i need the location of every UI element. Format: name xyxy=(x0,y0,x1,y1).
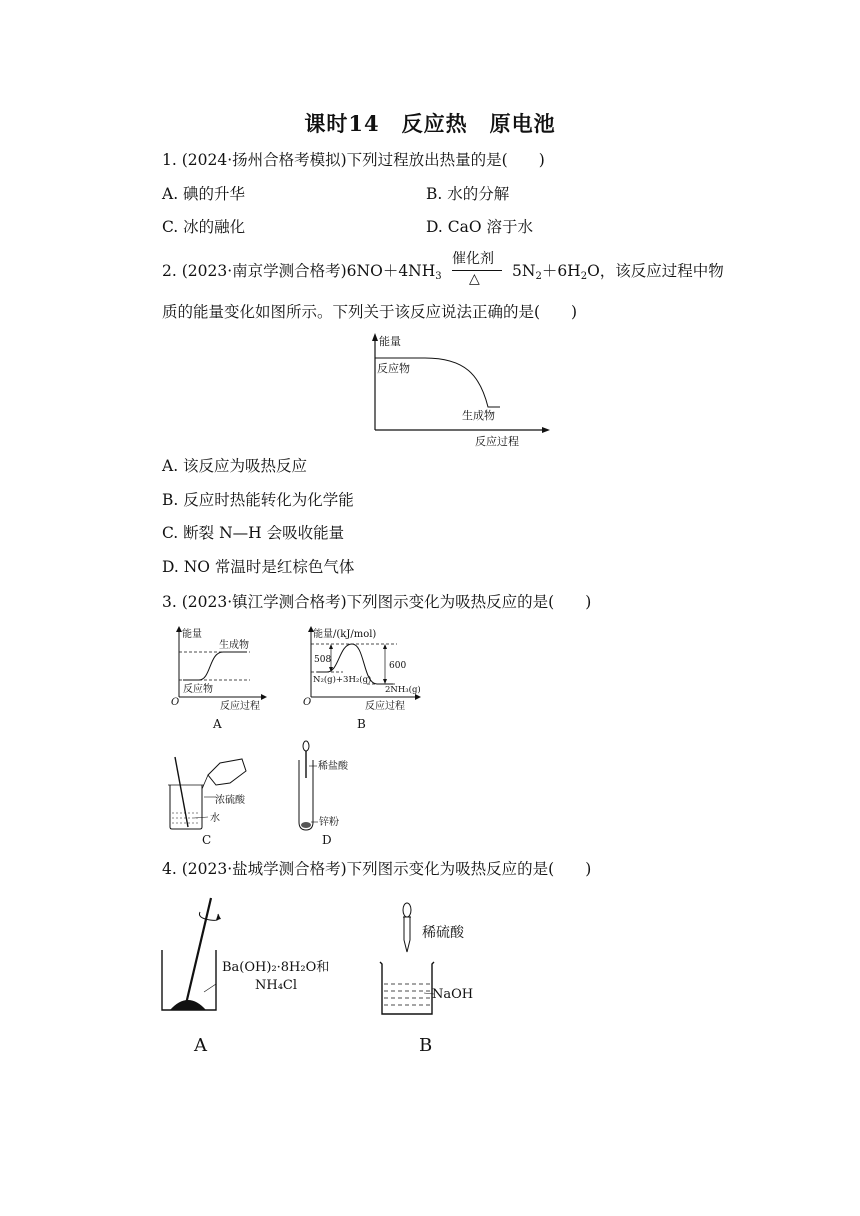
svg-text:Ba(OH)₂·8H₂O和: Ba(OH)₂·8H₂O和 xyxy=(222,960,330,975)
svg-text:C: C xyxy=(202,833,212,847)
svg-text:A: A xyxy=(213,717,222,731)
q2-fig-product-label: 生成物 xyxy=(462,409,495,422)
svg-text:水: 水 xyxy=(210,813,220,824)
q4-figure-b xyxy=(372,898,502,1058)
svg-text:NH₄Cl: NH₄Cl xyxy=(255,978,298,993)
q3-stem: 3. (2023·镇江学测合格考)下列图示变化为吸热反应的是( ) xyxy=(162,593,592,611)
svg-text:反应过程: 反应过程 xyxy=(220,701,260,712)
svg-text:生成物: 生成物 xyxy=(219,640,249,651)
q2-catalyst-label: 催化剂 xyxy=(452,251,494,267)
svg-text:稀盐酸: 稀盐酸 xyxy=(318,761,348,772)
svg-text:能量/(kJ/mol): 能量/(kJ/mol) xyxy=(313,629,377,640)
svg-text:O: O xyxy=(303,697,312,708)
svg-text:锌粉: 锌粉 xyxy=(319,817,339,828)
q2-stem-line2: 质的能量变化如图所示。下列关于该反应说法正确的是( ) xyxy=(162,303,578,321)
q1-option-b: B. 水的分解 xyxy=(426,185,510,203)
q1-option-d: D. CaO 溶于水 xyxy=(426,218,533,236)
svg-text:稀硫酸: 稀硫酸 xyxy=(422,925,464,941)
svg-text:能量: 能量 xyxy=(182,629,202,640)
svg-text:反应物: 反应物 xyxy=(183,684,213,695)
q1-option-a: A. 碘的升华 xyxy=(162,185,246,203)
svg-text:O: O xyxy=(171,697,180,708)
q2-fig-reactant-label: 反应物 xyxy=(377,362,410,375)
q2-stem-line1: 2. (2023·南京学测合格考)$6NO+4NH_3$ xyxy=(162,262,442,282)
svg-text:浓硫酸: 浓硫酸 xyxy=(215,795,245,806)
q2-stem-line1-rest: $5N_2+6H_2O$，该反应过程中物 xyxy=(512,262,724,282)
q3-figure-d xyxy=(285,738,375,850)
q2-heat-symbol: △ xyxy=(469,271,480,287)
q2-energy-diagram xyxy=(355,330,555,450)
svg-text:B: B xyxy=(357,717,366,731)
q1-option-c: C. 冰的融化 xyxy=(162,218,246,236)
svg-text:NaOH: NaOH xyxy=(432,987,474,1002)
q2-option-c: C. 断裂 N—H 会吸收能量 xyxy=(162,524,345,542)
q2-option-b: B. 反应时热能转化为化学能 xyxy=(162,491,354,509)
q2-option-d: D. NO 常温时是红棕色气体 xyxy=(162,558,355,576)
q4-figure-a xyxy=(150,892,350,1057)
svg-text:反应过程: 反应过程 xyxy=(365,701,405,712)
q2-fig-x-label: 反应过程 xyxy=(475,435,519,448)
svg-text:N₂(g)+3H₂(g): N₂(g)+3H₂(g) xyxy=(313,675,372,685)
q2-option-a: A. 该反应为吸热反应 xyxy=(162,457,308,475)
svg-text:600: 600 xyxy=(389,661,407,671)
svg-text:A: A xyxy=(194,1035,207,1056)
q3-figure-a xyxy=(165,622,275,732)
q1-stem: 1. (2024·扬州合格考模拟)下列过程放出热量的是( ) xyxy=(162,151,545,169)
q2-fig-y-label: 能量 xyxy=(379,335,401,348)
svg-text:508: 508 xyxy=(314,655,332,665)
q3-figure-b xyxy=(297,622,437,732)
svg-text:D: D xyxy=(322,833,332,847)
q3-figure-c xyxy=(160,755,270,850)
svg-text:2NH₃(g): 2NH₃(g) xyxy=(385,685,421,695)
svg-text:B: B xyxy=(419,1035,433,1056)
page-title: 课时14 反应热 原电池 xyxy=(304,111,556,136)
q4-stem: 4. (2023·盐城学测合格考)下列图示变化为吸热反应的是( ) xyxy=(162,860,592,878)
